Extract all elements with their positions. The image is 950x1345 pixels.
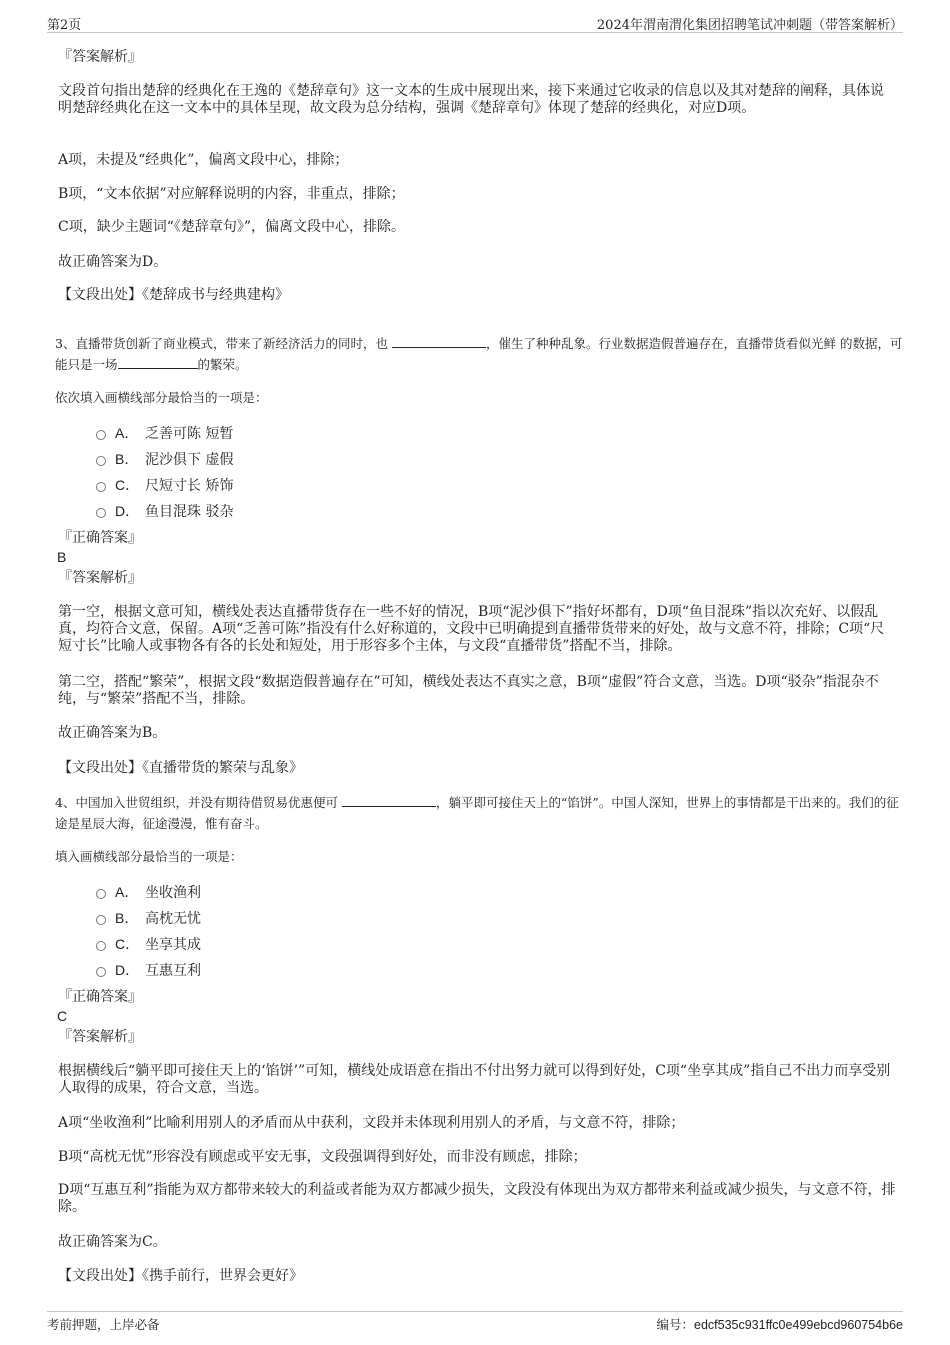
radio-icon[interactable] xyxy=(96,967,106,977)
q4-option-d[interactable]: D． 互惠互利 xyxy=(96,961,201,980)
q4-answer: C xyxy=(57,1008,68,1024)
document-title: 2024年渭南渭化集团招聘笔试冲刺题（带答案解析） xyxy=(596,18,903,33)
q3-prompt: 依次填入画横线部分最恰当的一项是： xyxy=(55,390,268,405)
q2-analysis-para: C项，缺少主题词“《楚辞章句》”，偏离文段中心，排除。 xyxy=(58,219,406,235)
q3-stem: 3、直播带货创新了商业模式，带来了新经济活力的同时，也 ，催生了种种乱象。行业数据造假普遍存在，直播带货看似光鲜 的数据，可能只是一场 的繁荣。 xyxy=(55,336,903,372)
q2-conclusion: 故正确答案为D。 xyxy=(58,254,168,270)
q3-analysis-para: 第一空，根据文意可知，横线处表达直播带货存在一些不好的情况，B项“泥沙俱下”指好坏都有，D项“鱼目混珠”指以次充好、以假乱真，均符合文意，保留。A项“乏善可陈”指没有什么好称道的，文段中已明确提到直播带货带来的好处，故与文意不符，排除；C项“尺短寸长”比喻人或事物各有各的长处和短处，用于形容多个主体，与文段“直播带货”搭配不当，排除。 xyxy=(58,604,885,654)
q3-option-d[interactable]: D． 鱼目混珠 驳杂 xyxy=(96,502,233,521)
radio-icon[interactable] xyxy=(96,941,106,951)
q4-option-a[interactable]: A． 坐收渔利 xyxy=(96,883,201,902)
q4-option-b[interactable]: B． 高枕无忧 xyxy=(96,909,201,928)
q3-option-b[interactable]: B． 泥沙俱下 虚假 xyxy=(96,450,233,469)
q3-source: 【文段出处】《直播带货的繁荣与乱象》 xyxy=(58,760,303,776)
q3-blank-2 xyxy=(118,356,198,369)
q3-option-c[interactable]: C． 尺短寸长 矫饰 xyxy=(96,476,233,495)
radio-icon[interactable] xyxy=(96,482,106,492)
q4-answer-label: 『正确答案』 xyxy=(58,989,142,1005)
q3-conclusion: 故正确答案为B。 xyxy=(58,725,167,741)
q2-analysis-para: B项，“文本依据”对应解释说明的内容，非重点，排除； xyxy=(58,186,405,202)
q3-answer: B xyxy=(57,549,67,565)
page-header xyxy=(47,12,903,33)
q4-analysis-label: 『答案解析』 xyxy=(58,1029,142,1045)
q4-analysis-para: D项“互惠互利”指能为双方都带来较大的利益或者能为双方都减少损失，文段没有体现出为双方都带来利益或减少损失，与文意不符，排除。 xyxy=(58,1182,896,1215)
document-code xyxy=(656,1315,903,1333)
code-value: edcf535c931ffc0e499ebcd960754b6e xyxy=(694,1318,903,1332)
q3-analysis-para: 第二空，搭配“繁荣”，根据文段“数据造假普遍存在”可知，横线处表达不真实之意，B项“虚假”符合文意，当选。D项“驳杂”指混杂不纯，与“繁荣”搭配不当，排除。 xyxy=(58,674,879,707)
q4-option-c[interactable]: C． 坐享其成 xyxy=(96,935,201,954)
q3-answer-label: 『正确答案』 xyxy=(58,530,142,546)
q4-blank xyxy=(342,794,436,807)
q4-stem: 4、中国加入世贸组织，并没有期待借贸易优惠便可 ，躺平即可接住天上的“馅饼”。中国人深知，世界上的事情都是干出来的。我们的征途是星辰大海，征途漫漫，惟有奋斗。 xyxy=(55,795,899,831)
q4-prompt: 填入画横线部分最恰当的一项是： xyxy=(55,849,243,864)
q4-analysis-para: B项“高枕无忧”形容没有顾虑或平安无事，文段强调得到好处，而非没有顾虑，排除； xyxy=(58,1149,587,1165)
q4-conclusion: 故正确答案为C。 xyxy=(58,1234,167,1250)
q2-source: 【文段出处】《楚辞成书与经典建构》 xyxy=(58,287,289,303)
q2-analysis-para: A项，未提及“经典化”，偏离文段中心，排除； xyxy=(58,152,349,168)
q4-analysis-para: 根据横线后“躺平即可接住天上的‘馅饼’”可知，横线处成语意在指出不付出努力就可以得到好处，C项“坐享其成”指自己不出力而享受别人取得的成果，符合文意，当选。 xyxy=(58,1063,891,1096)
radio-icon[interactable] xyxy=(96,889,106,899)
q4-analysis-para: A项“坐收渔利”比喻利用别人的矛盾而从中获利，文段并未体现利用别人的矛盾，与文意不符，排除； xyxy=(58,1115,685,1131)
radio-icon[interactable] xyxy=(96,430,106,440)
q2-analysis-para: 文段首句指出楚辞的经典化在王逸的《楚辞章句》这一文本的生成中展现出来，接下来通过它收录的信息以及其对楚辞的阐释，具体说明楚辞经典化在这一文本中的具体呈现，故文段为总分结构，强调《楚辞章句》体现了楚辞的经典化，对应D项。 xyxy=(58,83,884,116)
radio-icon[interactable] xyxy=(96,456,106,466)
code-label: 编号： xyxy=(656,1318,694,1332)
q3-blank-1 xyxy=(392,335,486,348)
q4-source: 【文段出处】《携手前行，世界会更好》 xyxy=(58,1268,303,1284)
page-footer xyxy=(47,1311,903,1336)
footer-slogan: 考前押题，上岸必备 xyxy=(47,1317,160,1332)
q2-analysis-label: 『答案解析』 xyxy=(58,49,142,65)
radio-icon[interactable] xyxy=(96,508,106,518)
q3-analysis-label: 『答案解析』 xyxy=(58,570,142,586)
radio-icon[interactable] xyxy=(96,915,106,925)
q3-option-a[interactable]: A． 乏善可陈 短暂 xyxy=(96,424,233,443)
page-number: 第2页 xyxy=(47,18,82,33)
